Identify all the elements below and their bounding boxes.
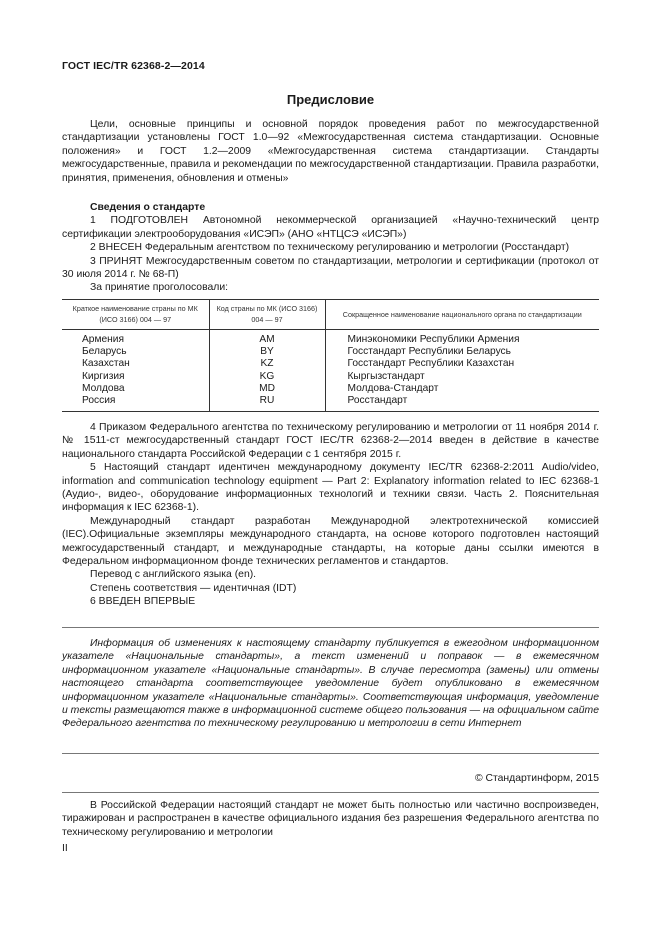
country-cell: Россия bbox=[62, 395, 209, 412]
document-code-header: ГОСТ IEC/TR 62368-2—2014 bbox=[62, 60, 205, 72]
standard-info-heading: Сведения о стандарте bbox=[90, 202, 206, 213]
intro-section bbox=[62, 118, 599, 185]
standard-info-section bbox=[62, 201, 599, 295]
code-cell: KG bbox=[209, 371, 325, 383]
info-item-6: 6 ВВЕДЕН ВПЕРВЫЕ bbox=[90, 596, 196, 608]
table-row bbox=[62, 346, 599, 358]
code-cell: AM bbox=[209, 330, 325, 347]
organization-cell: Росстандарт bbox=[325, 395, 599, 412]
table-row bbox=[62, 395, 599, 412]
conformity-degree-line: Степень соответствия — идентичная (IDT) bbox=[90, 582, 297, 594]
notice-section bbox=[62, 637, 599, 731]
header-organization: Сокращенное наименование национального органа по стандартизации bbox=[325, 300, 599, 330]
table-row bbox=[62, 358, 599, 370]
table-row bbox=[62, 383, 599, 395]
organization-cell: Госстандарт Республики Беларусь bbox=[325, 346, 599, 358]
code-cell: BY bbox=[209, 346, 325, 358]
organization-cell: Кыргызстандарт bbox=[325, 371, 599, 383]
divider-bottom bbox=[62, 792, 599, 793]
rights-section bbox=[62, 799, 599, 839]
iec-paragraph: Международный стандарт разработан Международной электротехнической комиссией (IEC).Официальные экземпляры международного стандарта, на основе которого подготовлен настоящий межгосударственный стандарт, и международные стандарты, на которые даны ссылки имеются в Федеральном информационном фонде технических регламентов и стандартов. bbox=[62, 515, 599, 568]
intro-paragraph: Цели, основные принципы и основной порядок проведения работ по межгосударственной стандартизации установлены ГОСТ 1.0—92 «Межгосударственная система стандартизации. Основные положения» и ГОСТ 1.2—2009 «Межгосударственная система стандартизации. Стандарты межгосударственные, правила и рекомендации по межгосударственной стандартизации. Правила разработки, принятия, применения, обновления и отмены» bbox=[62, 119, 599, 184]
header-code: Код страны по МК (ИСО 3166) 004 — 97 bbox=[209, 300, 325, 330]
country-cell: Беларусь bbox=[82, 346, 127, 358]
code-cell: KZ bbox=[209, 358, 325, 370]
voted-label: За принятие проголосовали: bbox=[90, 282, 229, 294]
code-cell: MD bbox=[209, 383, 325, 395]
divider-middle bbox=[62, 753, 599, 754]
translation-line: Перевод с английского языка (en). bbox=[90, 569, 257, 581]
info-item-5: 5 Настоящий стандарт идентичен международному документу IEC/TR 62368-2:2011 Audio/video, information and communication technology equipment — Part 2: Explanatory information related to IEC 62368-1 (Аудио-, видео-, оборудование информационных технологий и техники связи. Часть 2. Пояснительная информация к IEC 62368-1). bbox=[62, 462, 599, 514]
country-cell: Киргизия bbox=[82, 370, 125, 382]
page-number: II bbox=[62, 843, 68, 854]
copyright-line: © Стандартинформ, 2015 bbox=[474, 773, 599, 784]
table-row bbox=[62, 330, 599, 347]
page-title: Предисловие bbox=[286, 92, 375, 107]
countries-table bbox=[62, 299, 599, 412]
info-item-1: 1 ПОДГОТОВЛЕН Автономной некоммерческой организацией «Научно-технический центр сертификации электрооборудования «ИСЭП» (АНО «НТЦСЭ «ИСЭП») bbox=[62, 215, 599, 240]
country-cell: Армения bbox=[82, 334, 124, 345]
rights-paragraph: В Российской Федерации настоящий стандарт не может быть полностью или частично воспроизведен, тиражирован и распространен в качестве официального издания без разрешения Федерального агентства по техническому регулированию и метрологии bbox=[62, 800, 599, 838]
info-item-4: 4 Приказом Федерального агентства по техническому регулированию и метрологии от 11 ноября 2014 г. № 1511-ст межгосударственный стандарт ГОСТ IEC/TR 62368-2—2014 введен в действие в качестве национального стандарта Российской Федерации с 1 сентября 2015 г. bbox=[62, 422, 599, 460]
notice-paragraph: Информация об изменениях к настоящему стандарту публикуется в ежегодном информационном указателе «Национальные стандарты», а текст изменений и поправок — в ежемесячном информационном указателе «Национальные стандарты». В случае пересмотра (замены) или отмены настоящего стандарта соответствующее уведомление будет опубликовано в ежемесячном информационном указателе «Национальные стандарты». Соответствующая информация, уведомление и тексты размещаются также в информационной системе общего пользования — на официальном сайте Федерального агентства по техническому регулированию и метрологии в сети Интернет bbox=[62, 638, 599, 730]
table-header-row bbox=[62, 300, 599, 330]
organization-cell: Молдова-Стандарт bbox=[325, 383, 599, 395]
country-cell: Молдова bbox=[82, 382, 125, 394]
info-item-3: 3 ПРИНЯТ Межгосударственным советом по стандартизации, метрологии и сертификации (протокол от 30 июля 2014 г. № 68-П) bbox=[62, 255, 599, 281]
country-cell: Казахстан bbox=[82, 358, 130, 370]
info-item-2: 2 ВНЕСЕН Федеральным агентством по техническому регулированию и метрологии (Росстандарт) bbox=[90, 242, 570, 254]
divider-top bbox=[62, 627, 599, 628]
code-cell: RU bbox=[209, 395, 325, 412]
organization-cell: Госстандарт Республики Казахстан bbox=[325, 358, 599, 370]
table-row bbox=[62, 371, 599, 383]
adoption-section bbox=[62, 421, 599, 609]
organization-cell: Минэкономики Республики Армения bbox=[325, 330, 599, 347]
header-country: Краткое наименование страны по МК (ИСО 3166) 004 — 97 bbox=[62, 300, 209, 330]
